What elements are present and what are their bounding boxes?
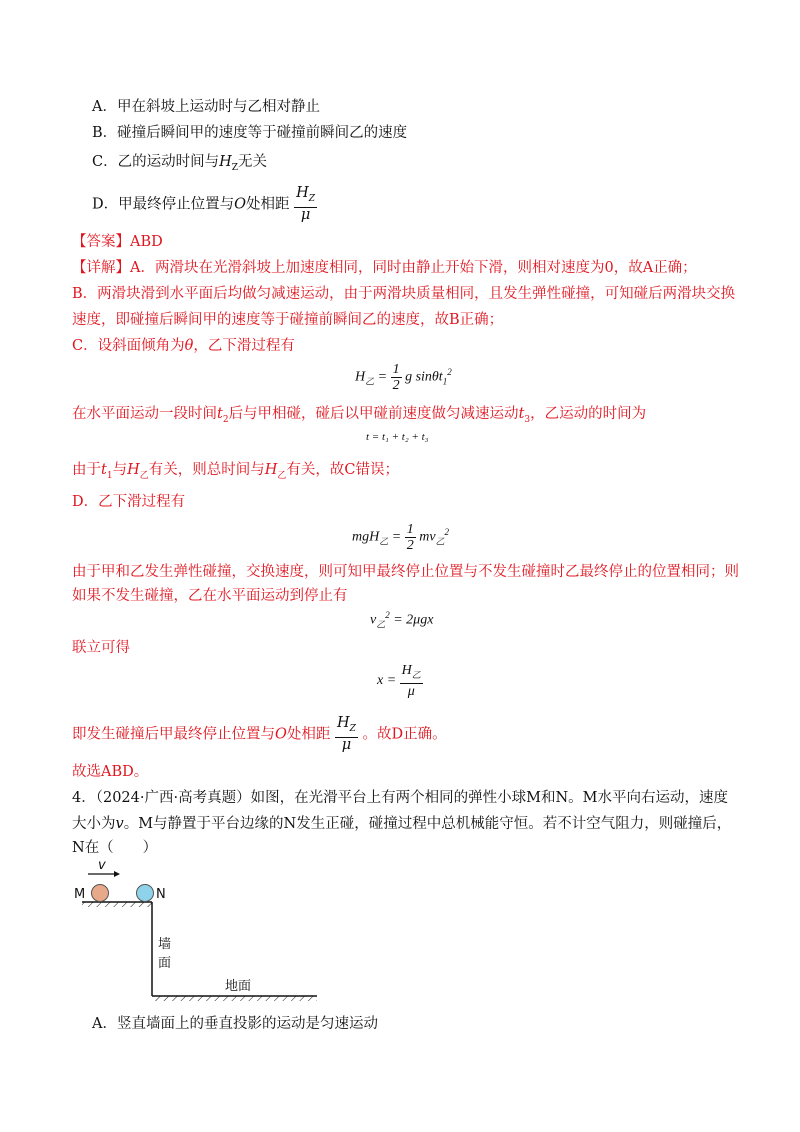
ball-n [137,885,154,902]
equation-2: t = t₁ + t₂ + t₃ [366,431,429,443]
question-4-option-a: A．竖直墙面上的垂直投影的运动是匀速运动 [92,1016,378,1032]
detail-c-1: C．设斜面倾角为θ，乙下滑过程有 [72,338,295,354]
question-4-line-3: N在（ ） [72,840,158,856]
label-m: M [74,887,86,902]
ball-m [92,885,109,902]
detail-d-4: 联立可得 [72,640,130,656]
option-b-prev: B．碰撞后瞬间甲的速度等于碰撞前瞬间乙的速度 [92,125,408,141]
detail-b-1: B．两滑块滑到水平面后均做匀减速运动，由于两滑块质量相同，且发生弹性碰撞，可知碰后两滑块交换 [72,286,736,302]
detail-d-2: 由于甲和乙发生弹性碰撞，交换速度，则可知甲最终停止位置与不发生碰撞时乙最终停止的位置相同；则 [72,564,739,580]
label-wall-1: 墙 [158,937,172,952]
collision-figure [60,850,340,1010]
detail-d-5: 即发生碰撞后甲最终停止位置与O处相距 $\frac{H_Z}{\mu}$ 。故D正确。 [72,715,447,753]
label-n: N [156,887,166,902]
label-wall-2: 面 [158,956,172,971]
detail-d-1: D．乙下滑过程有 [72,494,186,510]
arrow-head-icon [114,871,120,877]
detail-a: 【详解】A．两滑块在光滑斜坡上加速度相同，同时由静止开始下滑，则相对速度为0，故A正确； [72,260,697,276]
equation-1: $H_乙$ = $\frac{1}{2}$ g sinθt$_1^2$ [355,362,452,393]
label-v: v [98,858,106,873]
detail-b-2: 速度，即碰撞后瞬间甲的速度等于碰撞前瞬间乙的速度，故B正确； [72,312,504,328]
equation-5: x = $\frac{H_乙}{\mu}$ [377,663,421,699]
equation-3: mgH$_乙$ = $\frac{1}{2}$ $mv_乙^2$ [352,522,450,553]
label-ground: 地面 [225,979,252,994]
answer-label: 【答案】ABD [72,234,163,250]
detail-c-2: 在水平面运动一段时间$t_2$后与甲相碰，碰后以甲碰前速度做匀减速运动$t_3$，乙运动的时间为 [72,406,647,425]
option-c-prev: C．乙的运动时间与$H_Z$无关 [92,154,268,173]
equation-4: $v_乙^2 = 2\mu gx$ [370,610,434,630]
question-4-line-2: 大小为v。M与静置于平台边缘的N发生正碰，碰撞过程中总机械能守恒。若不计空气阻力，则碰撞后， [72,816,732,832]
detail-c-3: 由于$t_1$与$H_乙$有关，则总时间与$H_乙$有关，故C错误； [72,462,400,481]
detail-d-3: 如果不发生碰撞，乙在水平面运动到停止有 [72,588,348,604]
fraction-hz-mu-2: $\frac{H_Z}{\mu}$ [337,715,356,753]
question-4-line-1: 4．（2024·广西·高考真题）如图，在光滑平台上有两个相同的弹性小球M和N。M水平向右运动，速度 [72,790,728,806]
option-a-prev: A．甲在斜坡上运动时与乙相对静止 [92,99,320,115]
option-d-prev: D．甲最终停止位置与O处相距 $\frac{H_Z}{\mu}$ [92,185,316,223]
fraction-hz-mu: $\frac{H_Z}{\mu}$ [296,185,316,223]
final-answer: 故选ABD。 [72,764,149,780]
